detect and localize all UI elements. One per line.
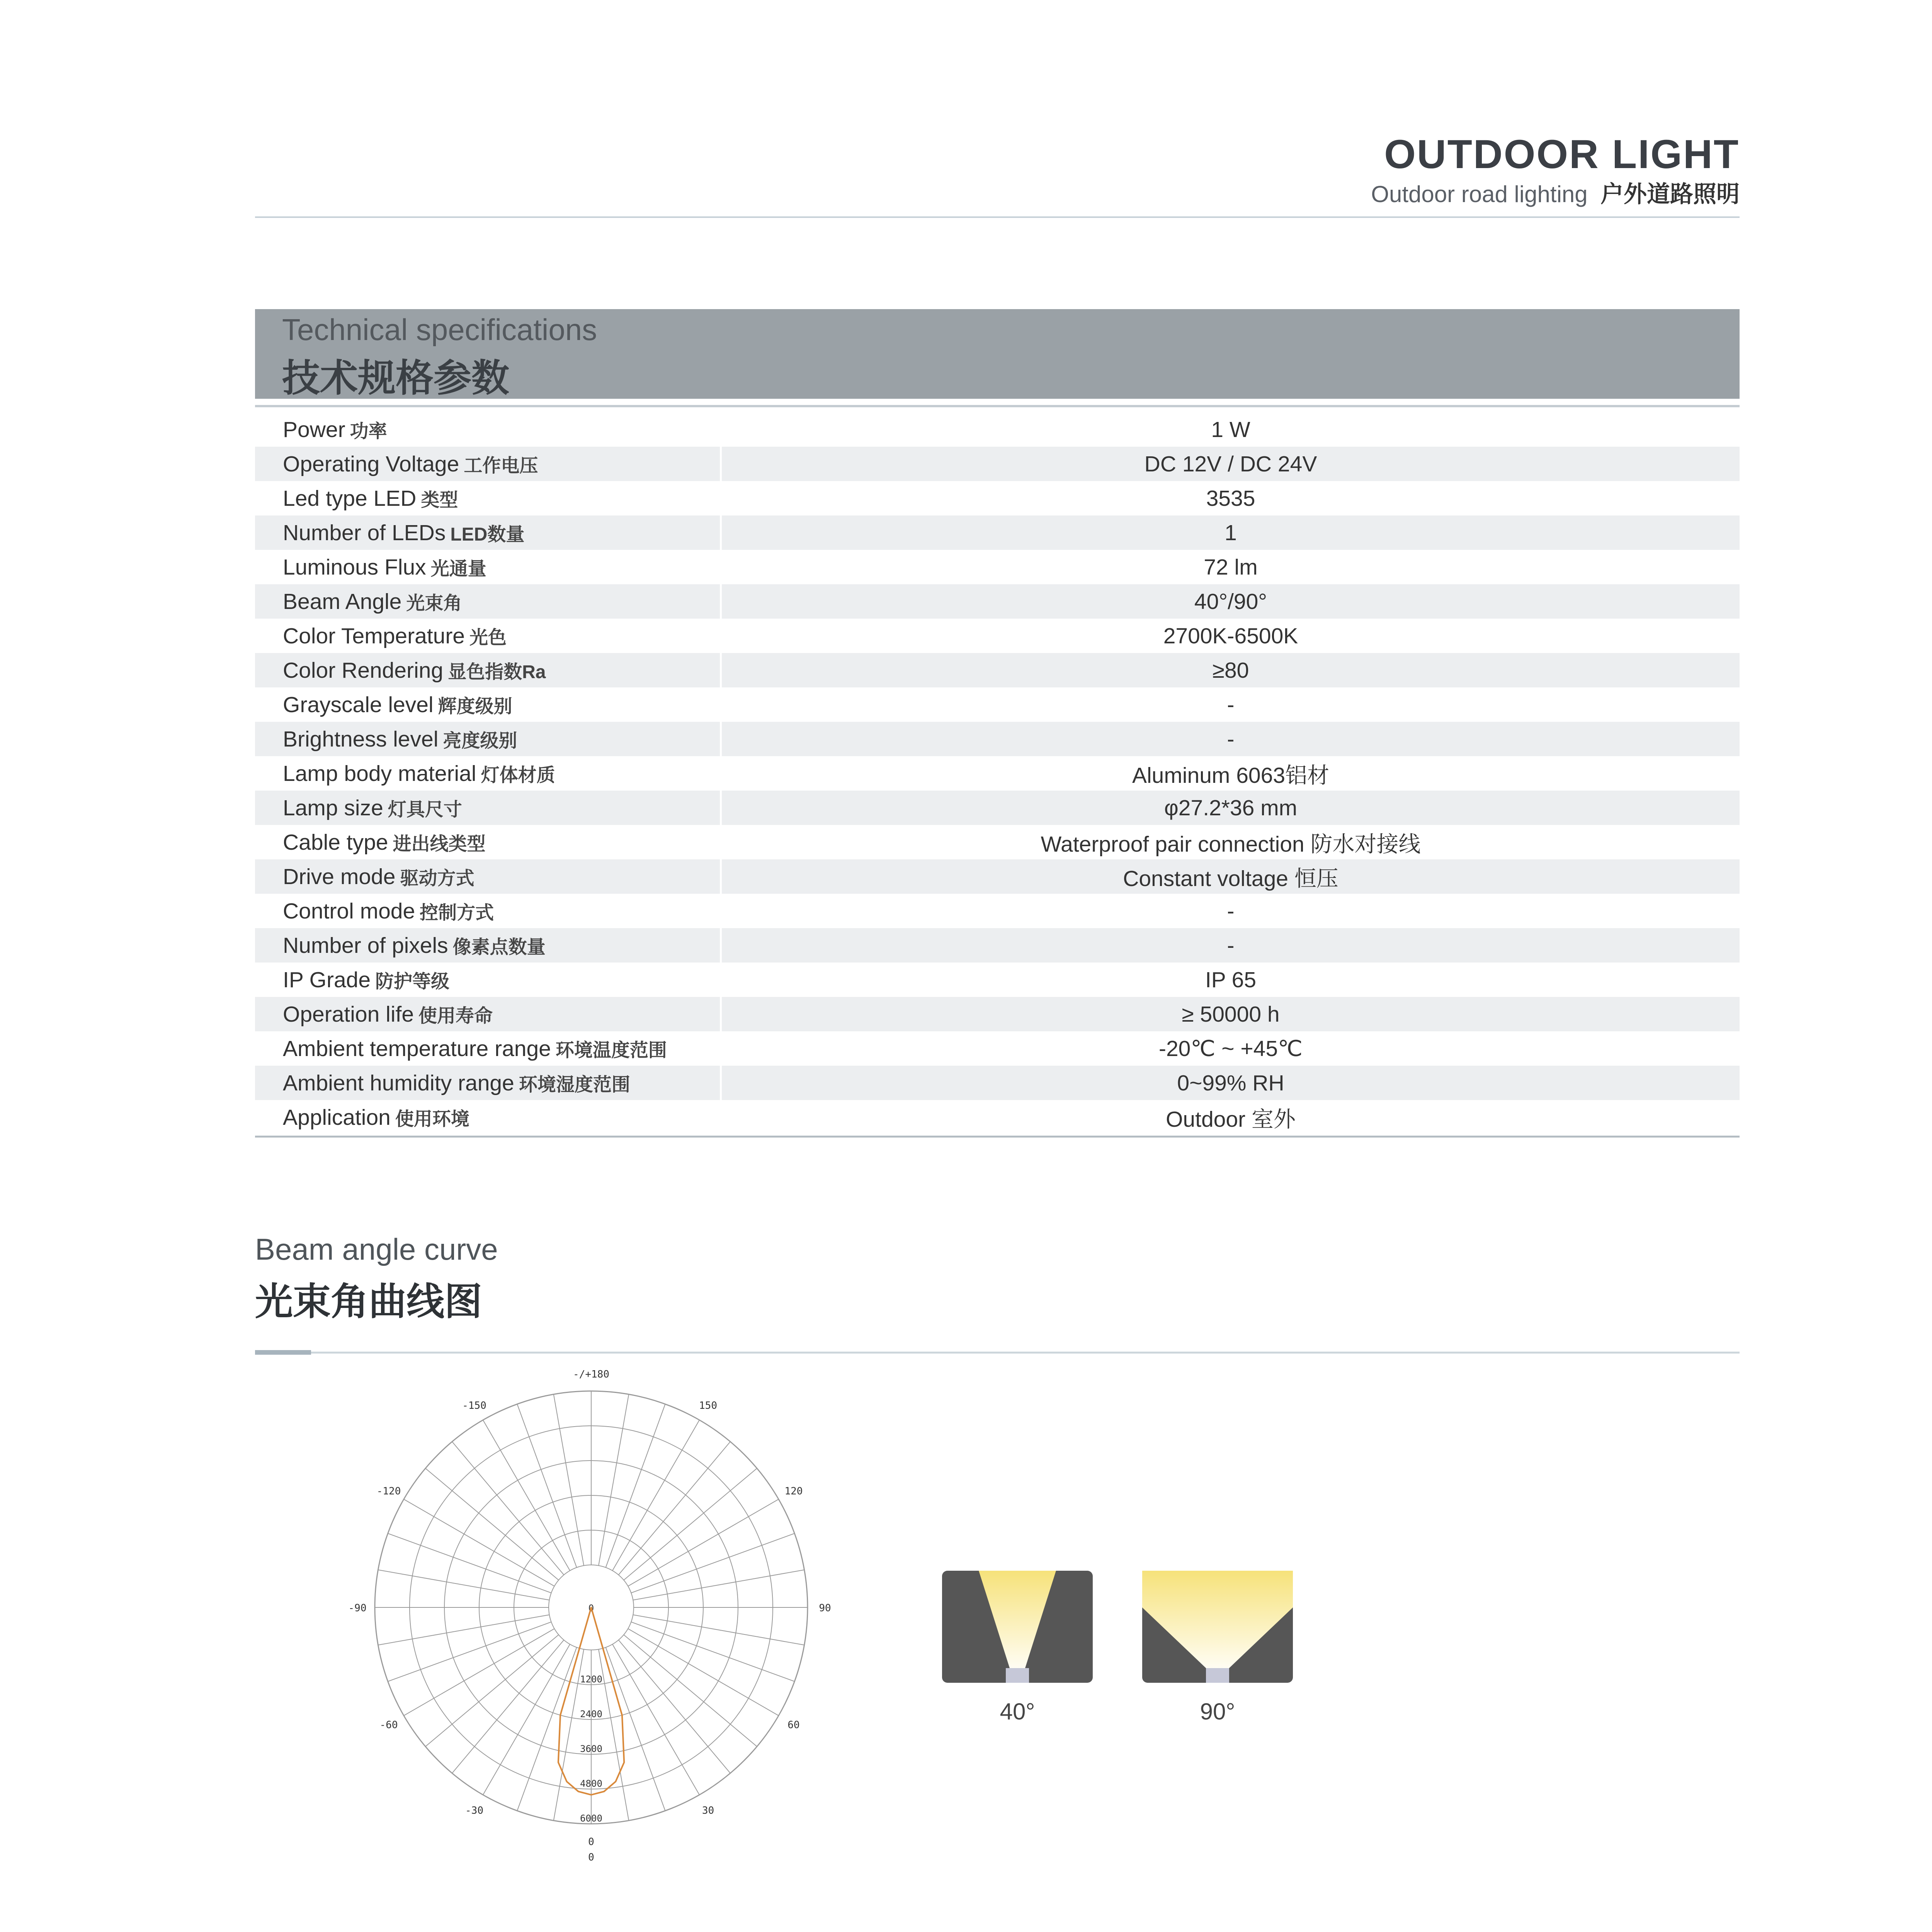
spec-label-zh: 亮度级别 <box>443 731 517 751</box>
spec-label-en: Power <box>283 417 345 442</box>
spec-label-zh: 控制方式 <box>420 903 494 923</box>
spec-value: -20℃ ~ +45℃ <box>1158 1036 1303 1061</box>
polar-angle-label: -90 <box>348 1602 367 1614</box>
spec-label-zh: 工作电压 <box>464 456 538 476</box>
spec-value: φ27.2*36 mm <box>1164 795 1298 820</box>
beam-heading-zh: 光束角曲线图 <box>255 1280 483 1323</box>
spec-label-en: Beam Angle <box>283 589 402 614</box>
spec-row <box>255 825 1740 859</box>
spec-label-en: Operating Voltage <box>283 451 459 476</box>
spec-heading-en: Technical specifications <box>282 313 597 347</box>
spec-value: Constant voltage 恒压 <box>1123 866 1338 891</box>
spec-label <box>255 687 722 722</box>
spec-label <box>255 928 722 963</box>
spec-label <box>255 584 722 619</box>
spec-value: Waterproof pair connection 防水对接线 <box>1041 832 1421 857</box>
spec-label-zh: 功率 <box>350 421 387 442</box>
spec-label <box>255 894 722 928</box>
spec-label-en: Color Temperature <box>283 623 465 648</box>
polar-spoke <box>624 1468 757 1580</box>
polar-spoke <box>425 1635 559 1747</box>
spec-heading-zh: 技术规格参数 <box>282 357 510 399</box>
spec-label-zh: 环境湿度范围 <box>519 1075 630 1095</box>
spec-label-zh: 使用寿命 <box>418 1006 493 1026</box>
polar-spoke <box>633 1615 804 1645</box>
spec-row <box>255 997 1740 1031</box>
polar-spoke <box>599 1649 629 1820</box>
spec-row <box>255 412 1740 447</box>
spec-label <box>255 825 722 859</box>
spec-label-en: Operation life <box>283 1002 414 1027</box>
spec-label-en: Control mode <box>283 898 415 923</box>
spec-label-en: Lamp size <box>283 795 383 820</box>
spec-value: 3535 <box>1206 486 1255 511</box>
spec-value: DC 12V / DC 24V <box>1144 451 1317 476</box>
spec-label <box>255 550 722 584</box>
spec-label <box>255 756 722 791</box>
spec-label-zh: 光束角 <box>406 593 462 614</box>
spec-label-zh: 使用环境 <box>395 1109 469 1129</box>
polar-spoke <box>452 1442 564 1575</box>
spec-label-en: Application <box>283 1105 391 1130</box>
polar-spoke <box>619 1442 730 1575</box>
spec-label-en: Grayscale level <box>283 692 434 717</box>
spec-row <box>255 859 1740 894</box>
spec-label <box>255 447 722 481</box>
spec-label-zh: 光通量 <box>430 559 486 579</box>
spec-value: 2700K-6500K <box>1163 623 1298 648</box>
spec-label <box>255 963 722 997</box>
spec-label-en: Drive mode <box>283 864 396 889</box>
polar-spoke <box>517 1404 577 1568</box>
spec-label <box>255 653 722 687</box>
polar-spoke <box>452 1640 564 1773</box>
spec-label <box>255 619 722 653</box>
spec-value: 1 <box>1225 520 1237 545</box>
spec-row <box>255 894 1740 928</box>
spec-value: - <box>1227 933 1235 958</box>
subtitle-en: Outdoor road lighting <box>1371 181 1588 207</box>
spec-label-zh: 灯具尺寸 <box>388 799 462 820</box>
polar-spoke <box>631 1533 794 1593</box>
spec-value: Outdoor 室外 <box>1166 1107 1296 1132</box>
spec-label-en: Ambient humidity range <box>283 1070 514 1095</box>
polar-spoke <box>599 1395 629 1566</box>
spec-value: 0~99% RH <box>1177 1070 1284 1095</box>
beam-90-label: 90° <box>1200 1699 1235 1725</box>
spec-label-en: Number of pixels <box>283 933 448 958</box>
spec-row <box>255 619 1740 653</box>
polar-spoke <box>378 1570 549 1600</box>
spec-label-en: Brightness level <box>283 726 439 752</box>
beam-section-marker <box>255 1350 311 1355</box>
spec-label-zh: LED数量 <box>450 524 525 545</box>
spec-label-zh: 像素点数量 <box>452 937 546 957</box>
polar-spoke <box>633 1570 804 1600</box>
spec-label-zh: 辉度级别 <box>438 696 512 717</box>
polar-spoke <box>606 1404 665 1568</box>
spec-value: ≥ 50000 h <box>1182 1002 1280 1027</box>
polar-angle-label: -/+180 <box>573 1369 609 1380</box>
spec-row <box>255 550 1740 584</box>
beam-heading-en: Beam angle curve <box>255 1232 498 1266</box>
spec-label-en: Led type LED <box>283 486 417 511</box>
polar-angle-label: -120 <box>376 1485 401 1497</box>
subtitle-zh: 户外道路照明 <box>1600 181 1740 207</box>
polar-spoke <box>631 1622 794 1682</box>
polar-radial-label: 6000 <box>580 1813 602 1824</box>
spec-row <box>255 1066 1740 1100</box>
spec-label-zh: 显色指数Ra <box>448 662 546 682</box>
polar-angle-label: -150 <box>462 1400 486 1412</box>
spec-label-en: IP Grade <box>283 967 371 992</box>
spec-table-bottom-rule <box>255 1136 1740 1138</box>
polar-spoke <box>517 1647 577 1811</box>
beam-40-label: 40° <box>1000 1699 1035 1725</box>
spec-label <box>255 1100 722 1134</box>
polar-spoke <box>554 1395 584 1566</box>
spec-label-en: Luminous Flux <box>283 554 426 580</box>
polar-angle-label: 0 <box>588 1836 594 1848</box>
spec-row <box>255 653 1740 687</box>
spec-row <box>255 791 1740 825</box>
spec-row <box>255 515 1740 550</box>
polar-angle-label: 120 <box>784 1485 803 1497</box>
spec-divider <box>255 405 1740 407</box>
polar-radial-label: 0 <box>588 1603 594 1614</box>
polar-radial-label: 4800 <box>580 1778 602 1789</box>
spec-value: 40°/90° <box>1194 589 1267 614</box>
spec-label-en: Lamp body material <box>283 761 476 786</box>
spec-label-en: Number of LEDs <box>283 520 446 545</box>
spec-label <box>255 412 722 447</box>
page-subtitle <box>1371 176 1740 209</box>
spec-row <box>255 722 1740 756</box>
polar-angle-label: 30 <box>702 1804 714 1816</box>
spec-label-zh: 灯体材质 <box>481 765 555 786</box>
polar-spoke <box>624 1635 757 1747</box>
spec-row <box>255 584 1740 619</box>
header-divider <box>255 216 1740 218</box>
spec-label <box>255 722 722 756</box>
spec-label-en: Cable type <box>283 830 388 855</box>
spec-value: - <box>1227 692 1235 717</box>
spec-row <box>255 756 1740 791</box>
polar-angle-label: -60 <box>379 1719 398 1731</box>
polar-bottom-label: 0 <box>588 1852 594 1863</box>
polar-spoke <box>606 1647 665 1811</box>
spec-label <box>255 859 722 894</box>
polar-radial-label: 3600 <box>580 1743 602 1754</box>
polar-angle-label: 150 <box>699 1400 717 1412</box>
polar-angle-label: -30 <box>465 1804 483 1816</box>
polar-radial-label: 2400 <box>580 1709 602 1719</box>
spec-label <box>255 791 722 825</box>
spec-label-zh: 驱动方式 <box>400 868 474 889</box>
spec-row <box>255 1031 1740 1066</box>
spec-label-zh: 光色 <box>469 628 507 648</box>
polar-spoke <box>554 1649 584 1820</box>
spec-value: 1 W <box>1211 417 1250 442</box>
spec-row <box>255 481 1740 515</box>
spec-label-en: Color Rendering <box>283 658 444 683</box>
polar-angle-label: 60 <box>787 1719 800 1731</box>
beam-section-divider <box>255 1352 1740 1354</box>
polar-angle-label: 90 <box>819 1602 831 1614</box>
spec-value: - <box>1227 726 1235 752</box>
polar-spoke <box>388 1533 551 1593</box>
spec-label-zh: 类型 <box>421 490 458 510</box>
spec-label <box>255 481 722 515</box>
spec-value: IP 65 <box>1205 967 1257 992</box>
spec-label <box>255 515 722 550</box>
spec-value: ≥80 <box>1212 658 1249 683</box>
spec-row <box>255 447 1740 481</box>
spec-label <box>255 1066 722 1100</box>
spec-label-zh: 防护等级 <box>375 971 450 992</box>
spec-label-zh: 进出线类型 <box>393 834 486 854</box>
spec-label <box>255 997 722 1031</box>
page-title: OUTDOOR LIGHT <box>1384 132 1740 177</box>
spec-table <box>255 412 1740 1134</box>
spec-label <box>255 1031 722 1066</box>
beam-angle-polar-chart <box>317 1369 866 1924</box>
polar-spoke <box>425 1468 559 1580</box>
spec-row <box>255 928 1740 963</box>
spec-value: - <box>1227 898 1235 923</box>
beam-90-icon <box>1142 1571 1293 1683</box>
polar-spoke <box>378 1615 549 1645</box>
spec-row <box>255 687 1740 722</box>
polar-spoke <box>619 1640 730 1773</box>
spec-row <box>255 963 1740 997</box>
polar-radial-label: 1200 <box>580 1674 602 1685</box>
spec-value: 72 lm <box>1204 554 1258 580</box>
spec-value: Aluminum 6063铝材 <box>1132 763 1330 788</box>
beam-40-icon <box>942 1571 1093 1683</box>
spec-label-zh: 环境温度范围 <box>555 1040 667 1061</box>
spec-label-en: Ambient temperature range <box>283 1036 551 1061</box>
polar-spoke <box>388 1622 551 1682</box>
spec-row <box>255 1100 1740 1134</box>
